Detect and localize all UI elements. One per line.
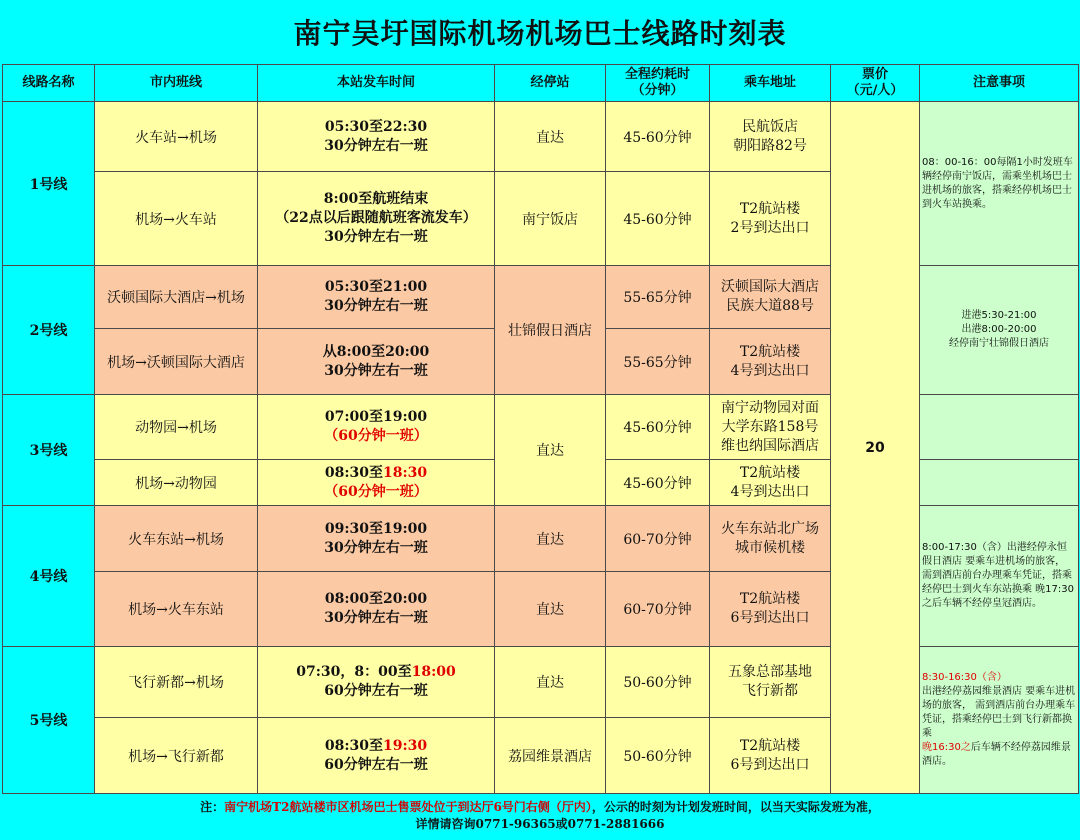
departure-time: 从8:00至20:00 30分钟左右一班 (258, 329, 495, 395)
boarding-address: 民航饭店 朝阳路82号 (710, 102, 831, 172)
boarding-address: T2航站楼 4号到达出口 (710, 329, 831, 395)
route-cell: 机场→火车东站 (95, 572, 258, 647)
boarding-address: T2航站楼 2号到达出口 (710, 172, 831, 266)
departure-time: 08:30至18:30 （60分钟一班） (258, 460, 495, 506)
boarding-address: 五象总部基地 飞行新都 (710, 647, 831, 718)
header-address: 乘车地址 (710, 65, 831, 102)
route-cell: 动物园→机场 (95, 395, 258, 460)
footer-notice (0, 794, 1080, 840)
departure-time: 07:30，8：00至18:00 60分钟左右一班 (258, 647, 495, 718)
duration: 45-60分钟 (606, 102, 710, 172)
route-cell: 机场→动物园 (95, 460, 258, 506)
footer-rest: ，公示的时刻为计划发班时间，以当天实际发班为准， (591, 800, 880, 814)
route-cell: 沃顿国际大酒店→机场 (95, 266, 258, 329)
departure-time: 08:00至20:00 30分钟左右一班 (258, 572, 495, 647)
route-cell: 火车站→机场 (95, 102, 258, 172)
route-cell: 机场→沃顿国际大酒店 (95, 329, 258, 395)
line-name: 4号线 (3, 506, 95, 647)
boarding-address: T2航站楼 6号到达出口 (710, 572, 831, 647)
departure-time: 05:30至22:30 30分钟左右一班 (258, 102, 495, 172)
duration: 55-65分钟 (606, 266, 710, 329)
via-stop: 南宁饭店 (495, 172, 606, 266)
header-departure: 本站发车时间 (258, 65, 495, 102)
duration: 55-65分钟 (606, 329, 710, 395)
line-3-note (920, 460, 1079, 506)
departure-time: 05:30至21:00 30分钟左右一班 (258, 266, 495, 329)
duration: 60-70分钟 (606, 572, 710, 647)
line-name: 2号线 (3, 266, 95, 395)
departure-time: 07:00至19:00 （60分钟一班） (258, 395, 495, 460)
via-stop: 直达 (495, 395, 606, 506)
via-stop: 壮锦假日酒店 (495, 266, 606, 395)
via-stop: 直达 (495, 572, 606, 647)
route-cell: 飞行新都→机场 (95, 647, 258, 718)
duration: 45-60分钟 (606, 172, 710, 266)
fare-price: 20 (831, 102, 920, 794)
duration: 60-70分钟 (606, 506, 710, 572)
line-5-note: 8:30-16:30（含） 出港经停荔园维景酒店 要乘车进机场的旅客， 需到酒店前台办理乘车凭证，搭乘经停巴士到飞行新都换乘 晚16:30之后车辆不经停荔园维景酒店。 (920, 647, 1079, 794)
line-2-note: 进港5:30-21:00 出港8:00-20:00 经停南宁壮锦假日酒店 (920, 266, 1079, 395)
header-price: 票价 （元/人） (831, 65, 920, 102)
duration: 50-60分钟 (606, 718, 710, 794)
header-line: 线路名称 (3, 65, 95, 102)
line-1-note: 08：00-16：00每隔1小时发班车辆经停南宁饭店，需乘坐机场巴士进机场的旅客，搭乘经停机场巴士到火车站换乘。 (920, 102, 1079, 266)
header-duration: 全程约耗时 （分钟） (606, 65, 710, 102)
duration: 50-60分钟 (606, 647, 710, 718)
line-3-note (920, 395, 1079, 460)
header-row (3, 65, 1079, 102)
via-stop: 荔园维景酒店 (495, 718, 606, 794)
table-row (3, 102, 1079, 172)
line-name: 3号线 (3, 395, 95, 506)
route-cell: 火车东站→机场 (95, 506, 258, 572)
via-stop: 直达 (495, 506, 606, 572)
route-cell: 机场→火车站 (95, 172, 258, 266)
line-4-note: 8:00-17:30（含）出港经停永恒假日酒店 要乘车进机场的旅客， 需到酒店前台办理乘车凭证，搭乘经停巴士到火车东站换乘 晚17:30之后车辆不经停皇冠酒店。 (920, 506, 1079, 647)
page-title: 南宁吴圩国际机场机场巴士线路时刻表 (0, 0, 1080, 64)
line-name: 5号线 (3, 647, 95, 794)
line-name: 1号线 (3, 102, 95, 266)
header-notes: 注意事项 (920, 65, 1079, 102)
departure-time: 8:00至航班结束 （22点以后跟随航班客流发车） 30分钟左右一班 (258, 172, 495, 266)
via-stop: 直达 (495, 102, 606, 172)
header-via: 经停站 (495, 65, 606, 102)
boarding-address: 火车东站北广场 城市候机楼 (710, 506, 831, 572)
departure-time: 08:30至19:30 60分钟左右一班 (258, 718, 495, 794)
boarding-address: T2航站楼 4号到达出口 (710, 460, 831, 506)
boarding-address: 沃顿国际大酒店 民族大道88号 (710, 266, 831, 329)
footer-prefix: 注： (200, 800, 225, 814)
duration: 45-60分钟 (606, 460, 710, 506)
boarding-address: 南宁动物园对面 大学东路158号 维也纳国际酒店 (710, 395, 831, 460)
route-cell: 机场→飞行新都 (95, 718, 258, 794)
footer-highlight: 南宁机场T2航站楼市区机场巴士售票处位于到达厅6号门右侧（厅内） (224, 800, 592, 814)
header-route: 市内班线 (95, 65, 258, 102)
departure-time: 09:30至19:00 30分钟左右一班 (258, 506, 495, 572)
footer-contact: 详情请咨询0771-96365或0771-2881666 (415, 817, 665, 831)
duration: 45-60分钟 (606, 395, 710, 460)
boarding-address: T2航站楼 6号到达出口 (710, 718, 831, 794)
timetable (2, 64, 1079, 794)
via-stop: 直达 (495, 647, 606, 718)
